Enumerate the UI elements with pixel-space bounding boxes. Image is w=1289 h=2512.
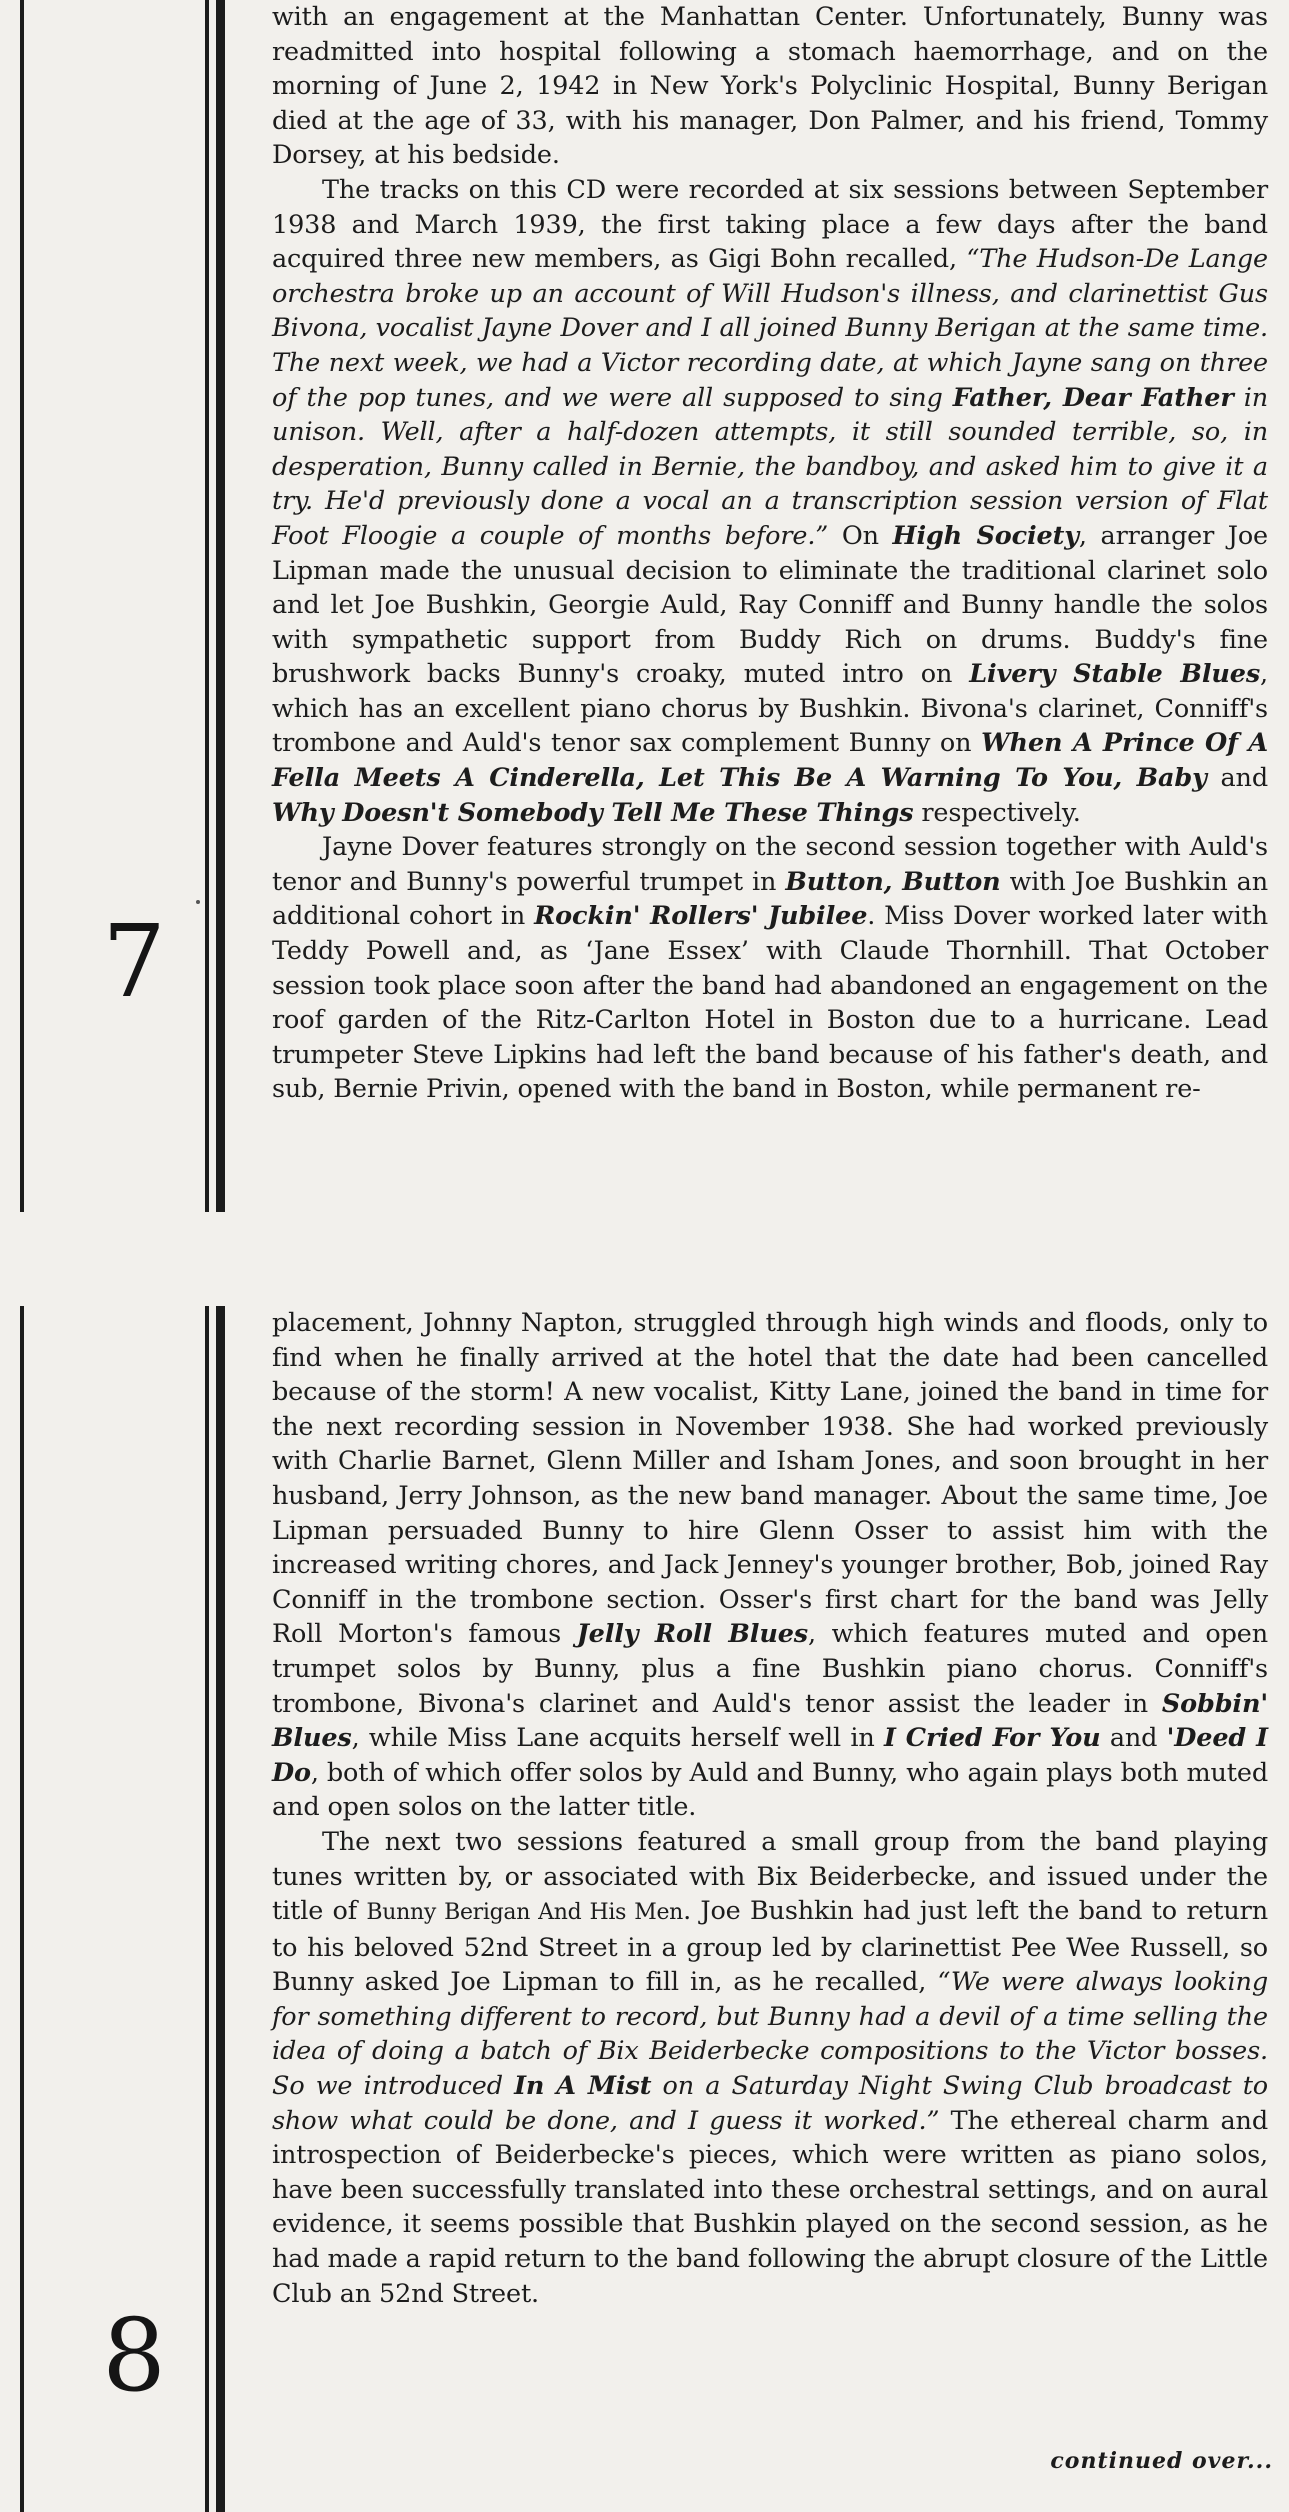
song-title: Rockin' Rollers' Jubilee [534,901,868,932]
text-run: , which has an excellent piano chorus by Bushkin. Bivona's clarinet, Conniff's trombone and Auld's tenor sax complement Bunny on [272,659,1268,759]
continued-note: continued over... [1050,2448,1273,2474]
text-run: in unison. Well, after a half-dozen attempts, it still sounded terrible, so, in desperation, Bunny called in Bernie, the bandboy, and asked him to give it a try. He'd previously done a vocal an a transcription session version of [272,382,1268,517]
song-title: I Cried For You [883,1723,1101,1754]
text-run: . Joe Bushkin had just left the band to return to his beloved 52nd Street in a group led by clarinettist Pee Wee Russell, so Bunny asked Joe Lipman to fill in, as he recalled, [272,1896,1268,1998]
text-run: The ethereal charm and introspection of Beiderbecke's pieces, which were written as piano solos, have been successfully translated into these orchestral settings, and on aural evidence, it seems possible that Bushkin played on the second session, as he had made a rapid return to the band following the abrupt closure of the Little Club an 52nd Street. [272,2105,1268,2309]
song-title: Livery Stable Blues [969,659,1261,690]
text-run: On [828,520,893,551]
text-run: . Miss Dover worked later with Teddy Powell and, as ‘Jane Essex’ with Claude Thornhill. That October session took place soon after the band had abandoned an engagement on the roof garden of the Ritz-Carlton Hotel in Boston due to a hurricane. Lead trumpeter Steve Lipkins had left the band because of his father's death, and sub, Bernie Privin, opened with the band in Boston, while permanent re- [272,901,1268,1105]
text-run: with Joe Bushkin an additional cohort in [272,866,1268,932]
text-run: and [1100,1723,1167,1754]
paragraph [272,1306,1268,1825]
text-run: respectively. [913,797,1081,828]
paragraph [272,830,1268,1107]
text-run: , arranger Joe Lipman made the unusual decision to eliminate the traditional clarinet solo and let Joe Bushkin, Georgie Auld, Ray Conniff and Bunny handle the solos with sympathetic support from Buddy Rich on drums. Buddy's fine brushwork backs Bunny's croaky, muted intro on [272,520,1268,690]
song-title: High Society [892,520,1079,551]
song-title: In A Mist [514,2071,652,2102]
text-run: Bunny Berigan And His Men [366,1900,684,1926]
song-title: 'Deed I Do [272,1723,1268,1788]
song-title: Jelly Roll Blues [576,1619,808,1650]
text-run: “We were always looking for something different to record, but Bunny had a devil of a time selling the idea of doing a batch of Bix Beiderbecke compositions to the Victor bosses. So we introduced [272,1967,1268,2102]
text-run: on a Saturday Night Swing Club broadcast to show what could be done, and I guess it worked.” [272,2071,1268,2136]
text-run: , while Miss Lane acquits herself well in [351,1723,884,1754]
inner-rule-thick [216,0,225,1212]
song-title: When A Prince Of A Fella Meets A Cinderella, Let This Be A Warning To You, Baby [272,728,1269,794]
inner-rule-thin [205,0,209,1212]
text-run: and [1206,763,1268,794]
page-number: 8 [102,2297,166,2414]
text-run: , which features muted and open trumpet solos by Bunny, plus a fine Bushkin piano chorus. Conniff's trombone, Bivona's clarinet and Auld's tenor assist the leader in [272,1619,1268,1719]
body-text [272,0,1268,1107]
text-run: Jayne Dover features strongly on the second session together with Auld's tenor and Bunny's powerful trumpet in [272,832,1268,897]
text-run: Flat Foot Floogie [272,486,1268,551]
paragraph [272,1825,1268,2311]
page-8 [0,1306,1289,2512]
body-text [272,1306,1268,2311]
paragraph [272,0,1268,173]
outer-rule [20,0,24,1212]
page-7 [0,0,1289,1212]
text-run: “The Hudson-De Lange orchestra broke up an account of Will Hudson's illness, and clarinettist Gus Bivona, vocalist Jayne Dover and I all joined Bunny Berigan at the same time. The next week, we had a Victor recording date, at which Jayne sang on three of the pop tunes, and we were all supposed to sing [272,244,1268,413]
text-run: placement, Johnny Napton, struggled through high winds and floods, only to find when he finally arrived at the hotel that the date had been cancelled because of the storm! A new vocalist, Kitty Lane, joined the band in time for the next recording session in November 1938. She had worked previously with Charlie Barnet, Glenn Miller and Isham Jones, and soon brought in her husband, Jerry Johnson, as the new band manager. About the same time, Joe Lipman persuaded Bunny to hire Glenn Osser to assist him with the increased writing chores, and Jack Jenney's younger brother, Bob, joined Ray Conniff in the trombone section. Osser's first chart for the band was Jelly Roll Morton's famous [272,1308,1268,1650]
song-title: Sobbin' Blues [272,1688,1268,1754]
song-title: Button, Button [785,866,1001,897]
text-run: The tracks on this CD were recorded at six sessions between September 1938 and March 1939, the first taking place a few days after the band acquired three new members, as Gigi Bohn recalled, [272,174,1268,275]
page-number: 7 [102,903,166,1020]
song-title: Why Doesn't Somebody Tell Me These Things [272,797,914,828]
song-title: Father, Dear Father [952,382,1234,413]
text-run: a couple of months before.” [437,520,829,551]
inner-rule-thick [216,1306,225,2512]
outer-rule [20,1306,24,2512]
text-run: , both of which offer solos by Auld and Bunny, who again plays both muted and open solos on the latter title. [272,1757,1268,1823]
text-run: The next two sessions featured a small group from the band playing tunes written by, or associated with Bix Beiderbecke, and issued under the title of [272,1826,1268,1927]
print-speck [196,900,200,904]
paragraph [272,173,1268,830]
text-run: with an engagement at the Manhattan Center. Unfortunately, Bunny was readmitted into hospital following a stomach haemorrhage, and on the morning of June 2, 1942 in New York's Polyclinic Hospital, Bunny Berigan died at the age of 33, with his manager, Don Palmer, and his friend, Tommy Dorsey, at his bedside. [272,2,1268,171]
inner-rule-thin [205,1306,209,2512]
